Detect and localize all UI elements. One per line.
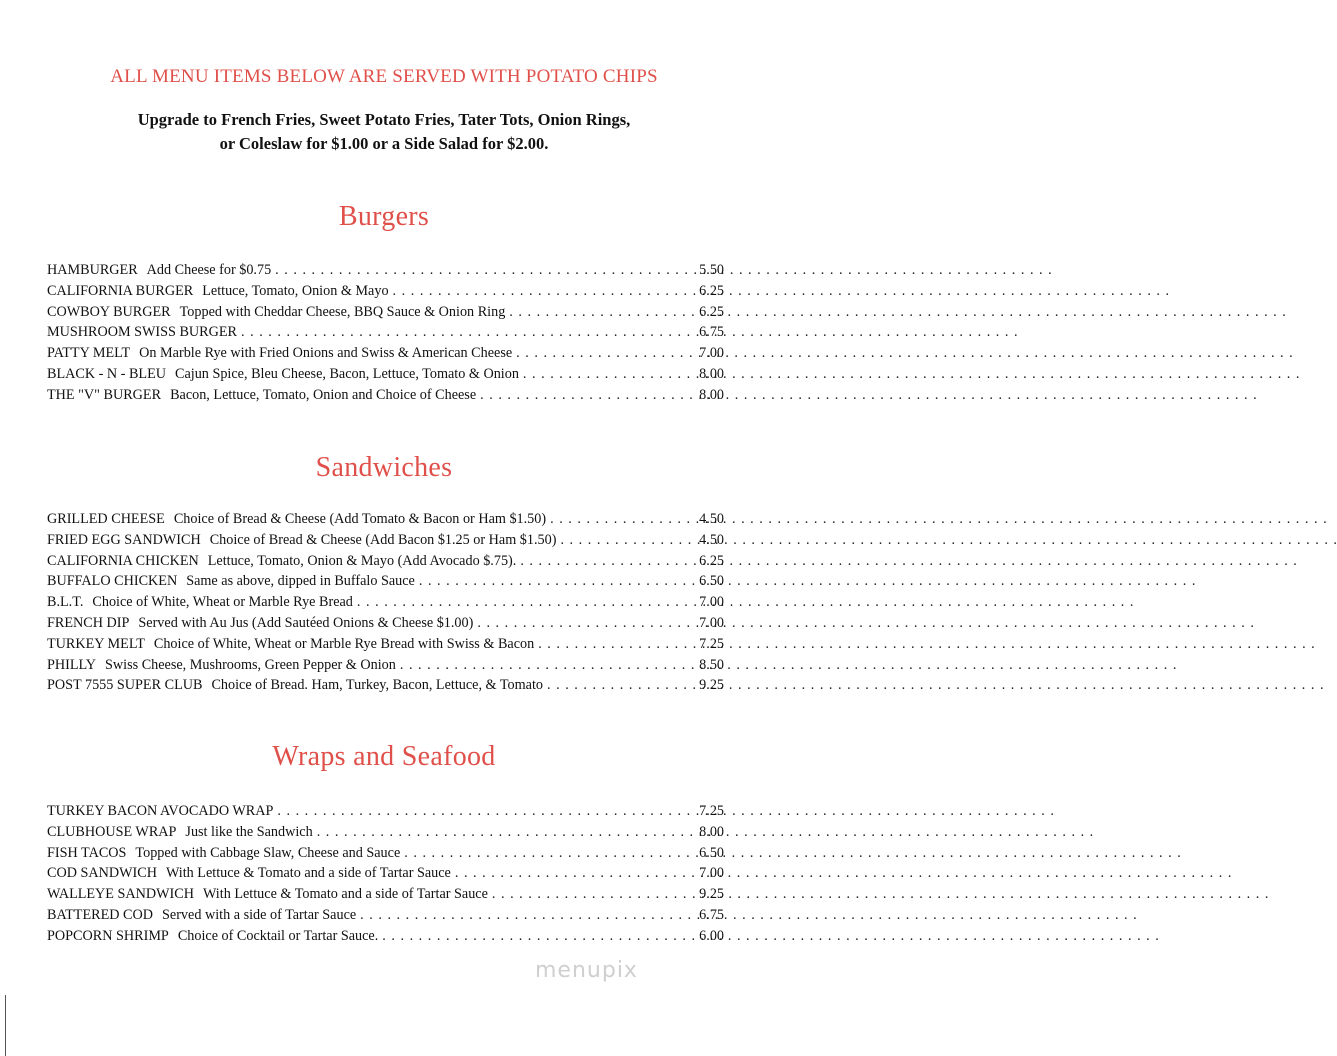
item-description: Choice of Bread. Ham, Turkey, Bacon, Lettuce, & Tomato <box>211 677 544 694</box>
dot-leader <box>492 886 690 903</box>
item-description: On Marble Rye with Fried Onions and Swiss & American Cheese <box>139 345 513 362</box>
item-name: TURKEY BACON AVOCADO WRAP <box>47 803 274 819</box>
item-description: Served with Au Jus (Add Sautéed Onions & Cheese $1.00) <box>138 614 474 631</box>
menu-item <box>47 928 724 949</box>
item-name: TURKEY MELT <box>47 635 145 652</box>
dot-leader <box>357 594 690 611</box>
item-description: Choice of White, Wheat or Marble Rye Bread with Swiss & Bacon <box>153 635 535 652</box>
menu-item <box>47 803 724 824</box>
item-name: COD SANDWICH <box>47 865 157 882</box>
item-description: Same as above, dipped in Buffalo Sauce <box>186 573 415 590</box>
item-price: 7.25 <box>699 803 724 819</box>
item-name: CLUBHOUSE WRAP <box>47 823 177 840</box>
menupix-watermark: menupix <box>535 958 638 983</box>
item-price: 6.75 <box>699 906 724 923</box>
dot-leader <box>516 345 690 362</box>
item-description: Lettuce, Tomato, Onion & Mayo <box>202 282 389 299</box>
dot-leader <box>550 511 690 528</box>
dot-leader <box>241 324 690 341</box>
item-name: PHILLY <box>47 656 97 673</box>
dot-leader <box>520 553 690 570</box>
item-price: 6.75 <box>699 324 724 341</box>
item-description: With Lettuce & Tomato and a side of Tartar Sauce <box>165 865 451 882</box>
dot-leader <box>393 283 690 300</box>
item-name: WALLEYE SANDWICH <box>47 886 194 903</box>
item-price: 6.25 <box>699 552 724 569</box>
item-price: 4.50 <box>699 511 724 527</box>
item-price: 7.00 <box>699 614 724 631</box>
item-description: Swiss Cheese, Mushrooms, Green Pepper & Onion <box>105 656 396 673</box>
dot-leader <box>538 636 690 653</box>
item-price: 5.50 <box>699 262 724 278</box>
item-description: Choice of Cocktail or Tartar Sauce. <box>177 927 379 944</box>
item-price: 7.00 <box>699 865 724 882</box>
item-price: 6.25 <box>699 303 724 320</box>
section-title-sandwiches: Sandwiches <box>315 452 453 483</box>
item-price: 8.00 <box>699 386 724 403</box>
item-name: FISH TACOS <box>47 844 127 861</box>
dot-leader <box>317 824 690 841</box>
menu-item <box>47 366 724 387</box>
item-description: Add Cheese for $0.75 <box>146 262 272 278</box>
section-title-wraps-seafood: Wraps and Seafood <box>272 741 496 772</box>
item-name: BLACK - N - BLEU <box>47 365 167 382</box>
wraps-seafood-list <box>47 803 724 949</box>
dot-leader <box>360 907 690 924</box>
upgrade-options <box>60 108 708 156</box>
dot-leader <box>547 677 690 694</box>
item-description: Topped with Cheddar Cheese, BBQ Sauce & Onion Ring <box>179 303 506 320</box>
sandwiches-list <box>47 511 724 698</box>
dot-leader <box>400 657 690 674</box>
item-description: With Lettuce & Tomato and a side of Tartar Sauce <box>202 886 488 903</box>
menu-item <box>47 824 724 845</box>
dot-leader <box>560 532 690 549</box>
item-price: 8.00 <box>699 823 724 840</box>
dot-leader <box>480 387 690 404</box>
dot-leader <box>455 865 690 882</box>
upgrade-line-1: Upgrade to French Fries, Sweet Potato Fries, Tater Tots, Onion Rings, <box>137 110 631 129</box>
item-description: Topped with Cabbage Slaw, Cheese and Sauce <box>135 844 401 861</box>
item-description: Just like the Sandwich <box>185 823 313 840</box>
item-price: 7.00 <box>699 594 724 611</box>
item-name: POST 7555 SUPER CLUB <box>47 677 203 694</box>
burgers-list <box>47 262 724 408</box>
menu-item <box>47 283 724 304</box>
menu-item <box>47 324 724 345</box>
dot-leader <box>509 304 690 321</box>
item-description: Served with a side of Tartar Sauce <box>162 906 357 923</box>
item-price: 9.25 <box>699 886 724 903</box>
item-name: THE "V" BURGER <box>47 386 162 403</box>
item-price: 6.25 <box>699 282 724 299</box>
menu-item <box>47 304 724 325</box>
item-description: Lettuce, Tomato, Onion & Mayo (Add Avocado $.75). <box>207 552 517 569</box>
item-price: 4.50 <box>699 531 724 548</box>
menu-item <box>47 511 724 532</box>
dot-leader <box>419 573 690 590</box>
item-price: 8.00 <box>699 365 724 382</box>
menu-item <box>47 532 724 553</box>
item-price: 6.50 <box>699 573 724 590</box>
menu-item <box>47 657 724 678</box>
item-name: HAMBURGER <box>47 262 138 278</box>
menu-item <box>47 907 724 928</box>
item-name: FRENCH DIP <box>47 614 130 631</box>
served-with-chips-notice: ALL MENU ITEMS BELOW ARE SERVED WITH POTATO CHIPS <box>110 66 658 87</box>
menu-item <box>47 636 724 657</box>
section-title-burgers: Burgers <box>338 201 430 232</box>
item-name: BATTERED COD <box>47 906 154 923</box>
item-description: Cajun Spice, Bleu Cheese, Bacon, Lettuce, Tomato & Onion <box>175 365 519 382</box>
item-name: POPCORN SHRIMP <box>47 927 169 944</box>
item-price: 7.25 <box>699 635 724 652</box>
item-price: 7.00 <box>699 345 724 362</box>
upgrade-line-2: or Coleslaw for $1.00 or a Side Salad for $2.00. <box>219 134 549 153</box>
item-name: COWBOY BURGER <box>47 303 171 320</box>
menu-item <box>47 573 724 594</box>
dot-leader <box>523 366 690 383</box>
scan-edge-line <box>5 995 6 1056</box>
menu-item <box>47 262 724 283</box>
menu-item <box>47 615 724 636</box>
menu-item <box>47 594 724 615</box>
menu-item <box>47 886 724 907</box>
dot-leader <box>477 615 690 632</box>
item-name: MUSHROOM SWISS BURGER <box>47 324 237 341</box>
dot-leader <box>277 803 690 820</box>
item-price: 6.00 <box>699 927 724 944</box>
item-price: 9.25 <box>699 677 724 694</box>
item-description: Choice of Bread & Cheese (Add Tomato & Bacon or Ham $1.50) <box>173 511 547 527</box>
menu-item <box>47 345 724 366</box>
dot-leader <box>382 928 690 945</box>
item-name: CALIFORNIA BURGER <box>47 282 194 299</box>
menu-item <box>47 553 724 574</box>
item-description: Bacon, Lettuce, Tomato, Onion and Choice of Cheese <box>170 386 477 403</box>
dot-leader <box>275 262 690 279</box>
item-description: Choice of White, Wheat or Marble Rye Bread <box>92 594 353 611</box>
item-name: CALIFORNIA CHICKEN <box>47 552 199 569</box>
item-description: Choice of Bread & Cheese (Add Bacon $1.25 or Ham $1.50) <box>209 531 557 548</box>
item-price: 6.50 <box>699 844 724 861</box>
item-name: FRIED EGG SANDWICH <box>47 531 201 548</box>
item-name: GRILLED CHEESE <box>47 511 165 527</box>
item-name: B.L.T. <box>47 594 84 611</box>
menu-item <box>47 677 724 698</box>
menu-item <box>47 845 724 866</box>
menu-item <box>47 387 724 408</box>
item-price: 8.50 <box>699 656 724 673</box>
item-name: BUFFALO CHICKEN <box>47 573 178 590</box>
menu-item <box>47 865 724 886</box>
dot-leader <box>404 845 690 862</box>
item-name: PATTY MELT <box>47 345 131 362</box>
